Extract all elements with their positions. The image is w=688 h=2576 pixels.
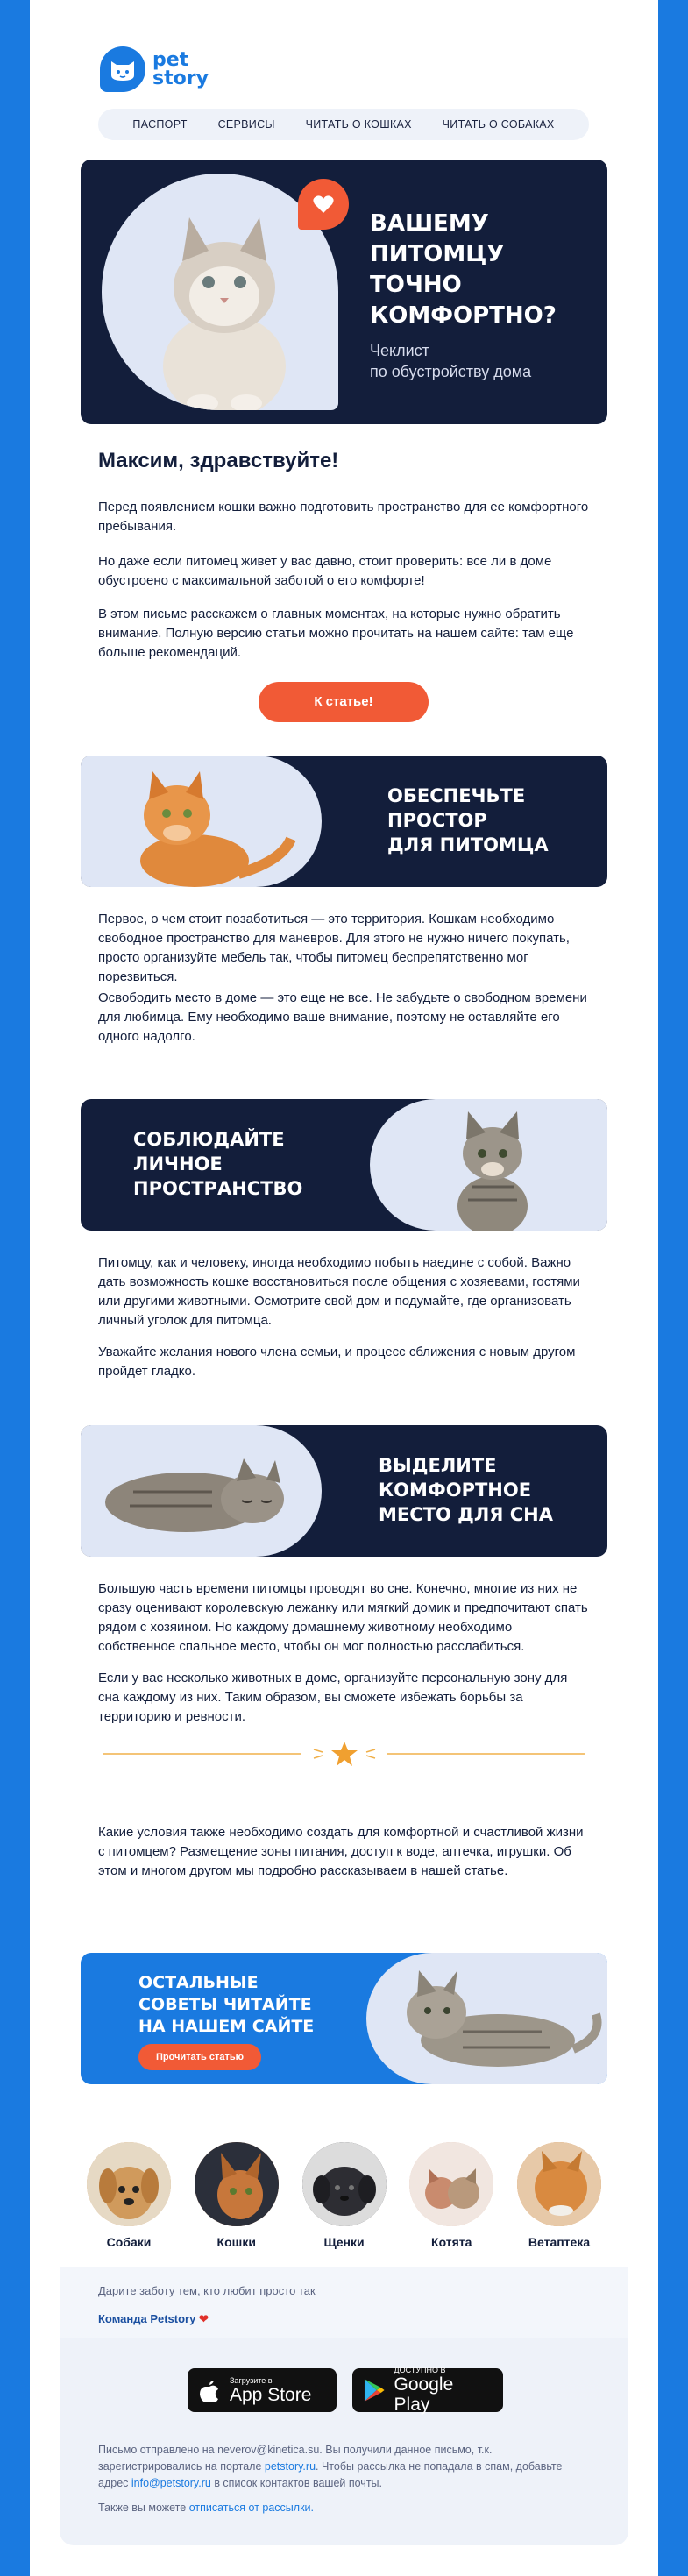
cat-photo — [195, 2142, 279, 2226]
google-play-button[interactable]: ДОСТУПНО В Google Play — [352, 2368, 503, 2412]
category-cats[interactable] — [188, 2142, 285, 2247]
section-3-paragraph-2: Если у вас несколько животных в доме, организуйте персональную зону для сна каждому из них. Таким образом, вы сможете избежать борьбы за территорию и ревности. — [98, 1671, 568, 1724]
section-1-paragraph-1: Первое, о чем стоит позаботиться — это территория. Кошкам необходимо свободное пространство для маневров. Для этого не нужно ничего покупать, просто организуйте мебель так, чтобы питомец беспрепятственно мог порезвиться. — [98, 912, 570, 984]
greeting-heading: Максим, здравствуйте! — [98, 449, 339, 472]
signature-block — [60, 2267, 628, 2338]
petstory-link[interactable]: petstory.ru — [264, 2460, 316, 2473]
category-vet-pharmacy[interactable] — [511, 2142, 607, 2247]
category-label: Ветаптека — [528, 2235, 591, 2249]
section-2-paragraph-1: Питомцу, как и человеку, иногда необходимо побыть наедине с собой. Важно дать возможность кошке восстановиться после общения с хозяевами, гостями или другими животными. Осмотрите свой дом и подумайте, где организовать личный уголок для питомца. — [98, 1255, 580, 1328]
cat-face-icon — [100, 46, 145, 92]
apple-icon — [198, 2377, 221, 2403]
category-label: Котята — [431, 2235, 472, 2249]
info-email-link[interactable]: info@petstory.ru — [131, 2477, 211, 2489]
footer — [60, 2338, 628, 2545]
category-label: Собаки — [106, 2235, 152, 2249]
star-divider — [103, 1741, 585, 1767]
ginger-cat-image — [81, 756, 322, 887]
sleeping-cat-image — [81, 1425, 322, 1557]
section-3-title: ВЫДЕЛИТЕ КОМФОРТНОЕ МЕСТО ДЛЯ СНА — [379, 1455, 554, 1525]
category-kittens[interactable] — [403, 2142, 500, 2247]
petstory-logo[interactable] — [100, 46, 209, 92]
legal-notice: Письмо отправлено на neverov@kinetica.su. Вы получили данное письмо, т.к. зарегистрировались на портале petstory.ru. Чтобы рассылка не попадала в спам, добавьте адрес info@petstory.ru в список контактов вашей почты. — [98, 2444, 563, 2489]
intro-paragraph-2: Но даже если питомец живет у вас давно, стоит проверить: все ли в доме обустроено с максимальной заботой о его комфорте! — [98, 554, 552, 588]
to-article-button[interactable]: К статье! — [259, 682, 429, 722]
intro-paragraph-3: В этом письме расскажем о главных моментах, на которые нужно обратить внимание. Полную версию статьи можно прочитать на нашем сайте: там еще больше рекомендаций. — [98, 607, 574, 660]
category-label: Кошки — [216, 2235, 256, 2249]
section-2-title: СОБЛЮДАЙТЕ ЛИЧНОЕ ПРОСТРАНСТВО — [133, 1129, 303, 1199]
heart-icon: ❤ — [198, 2312, 209, 2325]
dog-photo — [87, 2142, 171, 2226]
nav-read-cats[interactable]: ЧИТАТЬ О КОШКАХ — [305, 118, 412, 131]
category-puppies[interactable] — [296, 2142, 393, 2247]
kitten-photo — [409, 2142, 493, 2226]
tabby-cat-image — [370, 1099, 607, 1231]
intro-paragraph-1: Перед появлением кошки важно подготовить пространство для ее комфортного пребывания. — [98, 500, 589, 534]
unsubscribe-notice: Также вы можете отписаться от рассылки. — [98, 2501, 314, 2514]
top-navigation — [98, 109, 589, 140]
signature-team: Команда Petstory ❤ — [98, 2312, 209, 2325]
app-store-button[interactable]: Загрузите в App Store — [188, 2368, 337, 2412]
signature-line: Дарите заботу тем, кто любит просто так — [98, 2284, 316, 2297]
hero-subtitle: Чеклист по обустройству дома — [370, 342, 532, 380]
section-2-paragraph-2: Уважайте желания нового члена семьи, и процесс сближения с новым другом пройдет гладко. — [98, 1345, 576, 1379]
promo-banner — [81, 1953, 607, 2084]
heart-icon — [298, 179, 349, 230]
lying-cat-image — [366, 1953, 607, 2084]
section-1-paragraph-2: Освободить место в доме — это еще не все. Не забудьте о свободном времени для любимца. Ему необходимо ваше внимание, поэтому не оставляйте его одного надолго. — [98, 990, 587, 1044]
section-banner-personal-space — [81, 1099, 607, 1231]
promo-title: ОСТАЛЬНЫЕ СОВЕТЫ ЧИТАЙТЕ НА НАШЕМ САЙТЕ — [138, 1973, 315, 2036]
hero-banner — [81, 160, 607, 424]
nav-read-dogs[interactable]: ЧИТАТЬ О СОБАКАХ — [442, 118, 555, 131]
google-play-icon — [363, 2378, 386, 2402]
nav-services[interactable]: СЕРВИСЫ — [217, 118, 275, 131]
unsubscribe-link[interactable]: отписаться от рассылки. — [188, 2501, 314, 2514]
nav-passport[interactable]: ПАСПОРТ — [132, 118, 188, 131]
email-card — [60, 30, 628, 2545]
puppy-photo — [302, 2142, 387, 2226]
closing-paragraph: Какие условия также необходимо создать для комфортной и счастливой жизни с питомцем? Размещение зоны питания, доступ к воде, аптечка, игрушки. Об этом и многом другом мы подробно рассказываем в нашей статье. — [98, 1825, 584, 1878]
section-banner-space — [81, 756, 607, 887]
logo-wordmark: pet story — [152, 49, 209, 89]
category-label: Щенки — [323, 2235, 365, 2249]
category-dogs[interactable] — [81, 2142, 177, 2247]
section-banner-sleep — [81, 1425, 607, 1557]
category-list — [81, 2142, 607, 2247]
section-1-title: ОБЕСПЕЧЬТЕ ПРОСТОР ДЛЯ ПИТОМЦА — [387, 785, 549, 855]
hero-title: ВАШЕМУ ПИТОМЦУ ТОЧНО КОМФОРТНО? — [370, 210, 557, 329]
read-article-button[interactable]: Прочитать статью — [138, 2044, 261, 2070]
section-3-paragraph-1: Большую часть времени питомцы проводят во сне. Конечно, многие из них не сразу оценивают королевскую лежанку или мягкий домик и предпочитают спать рядом с хозяином. Но каждому домашнему животному необходимо собственное спальное место, чтобы он мог полностью расслабиться. — [98, 1581, 588, 1654]
vet-photo — [517, 2142, 601, 2226]
